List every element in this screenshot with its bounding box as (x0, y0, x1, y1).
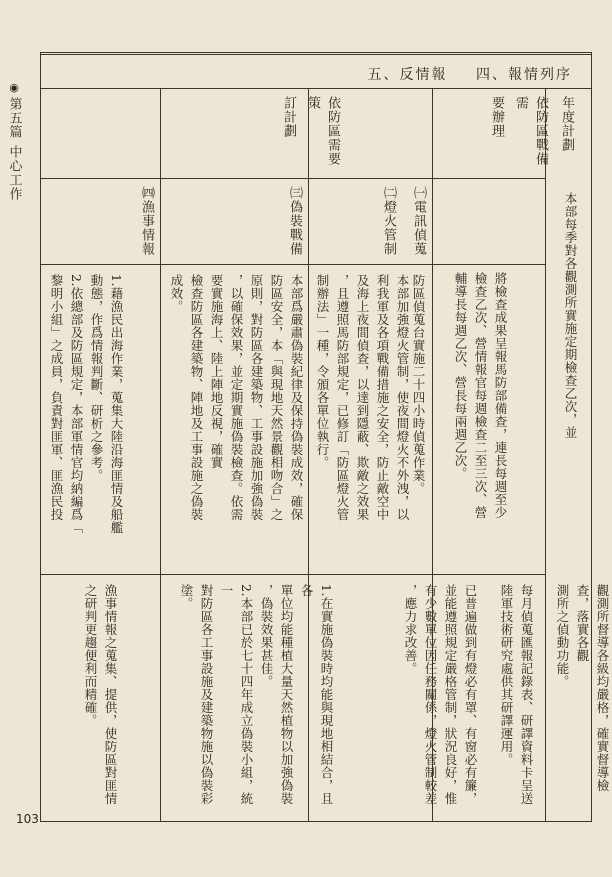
item3-label: ㈢偽裝戰備 (287, 186, 302, 256)
item3-note-line: 1.在實施偽裝時均能與現地相結合，且各 (299, 584, 334, 805)
item4-body-line: 動態，作爲情報判斷、研析之參考。 (89, 274, 104, 482)
item3-body-line: 防區安全，本「與現地天然景觀相吻合」之 (269, 274, 284, 521)
item3-note-line: ，偽裝效果甚佳。 (259, 584, 274, 688)
item3-note-line: 塗。 (179, 584, 194, 610)
chapter-bullet-icon: ◉ (9, 81, 19, 94)
year-body (560, 192, 580, 562)
page-number: 103 (16, 812, 39, 826)
item4-body-line: 2.依總部及防區規定，本部軍情官均納編爲「 (69, 274, 84, 534)
table-top-border (40, 52, 592, 53)
need-header-a: 依防區戰備需 (513, 96, 548, 166)
item4-note (80, 584, 120, 814)
item2-body-line: 利我軍及各項戰備措施之安全，防止敵空中 (375, 274, 390, 521)
year-body-cont (450, 272, 510, 572)
note-row-border (40, 574, 545, 575)
year-note-line: 觀測所督導各級均嚴格，確實督導檢查，落實各觀 (575, 584, 610, 792)
plan-header-b: 訂計劃 (281, 96, 296, 138)
table-bottom-border (40, 821, 592, 822)
item1-note (496, 584, 536, 814)
item2-body-line: 及海上夜間偵查，以達到隱蔽、欺敵之效果 (355, 274, 370, 521)
chapter-title: 中心工作 (6, 145, 22, 201)
item3-note-line: 對防區各工事設施及建築物施以偽裝彩 (199, 584, 214, 805)
item2-body-line: 制辦法」一種，令頒各單位執行。 (315, 274, 330, 469)
year-body-line: 輔導長每週乙次、營長每兩週乙次。 (453, 272, 468, 480)
need-header-b: 要辦理 (489, 96, 504, 138)
item2-body-line: ，且遵照馬防部規定，已修訂「防區燈火管 (335, 274, 350, 521)
item3-body-line: 原則，對防區各建築物、工事設施加強偽裝 (249, 274, 264, 521)
item2-note-line: 有少數單位因任務關係，燈火管制較差 (423, 584, 438, 805)
item3-body-line: ，以確保效果，並定期實施偽裝檢查。依需 (229, 274, 244, 521)
item4-label: ㈣漁事情報 (139, 186, 154, 256)
item2-body-line: 本部加強燈火管制，使夜間燈火不外洩，以 (395, 274, 410, 521)
report-table (40, 52, 610, 822)
item1-body: 防區偵蒐台實施二十四小時偵蒐作業。 (411, 274, 426, 495)
year-body-line: 將檢查成果呈報馬防部備查，連長每週至少 (493, 272, 508, 519)
year-plan-header: 年度計劃 (559, 96, 574, 152)
header-row-border (40, 88, 592, 89)
item2-note-line: ，應力求改善。 (403, 584, 418, 675)
item4-body-line: 黎明小組」之成員，負責對匪軍、匪漁民投 (49, 274, 64, 521)
year-note-line: 測所之偵動功能。 (555, 584, 570, 688)
table-top-border-inner (40, 54, 592, 55)
header-four: 四、報情列序 (476, 67, 572, 83)
table-left-border (40, 52, 41, 822)
year-body-line: 本部每季對各觀測所實施定期檢查乙次，並 (563, 192, 578, 439)
item3-body-line: 成效。 (169, 274, 184, 313)
item3-note-line: 單位均能種植大量天然植物以加強偽裝 (279, 584, 294, 805)
plan-header-a: 依防區需要策 (305, 96, 340, 166)
item1-note-line: 陸軍技術研究處供其研譯運用。 (499, 584, 514, 766)
column-divider-fish (160, 88, 161, 822)
item3-note-line: 2.本部已於七十四年成立偽裝小組，統一 (219, 584, 254, 805)
item2-note-line: 已普遍做到有燈必有罩、有窗必有簾， (463, 584, 478, 805)
item3-body-line: 要實施海上、陸上陣地反視，確實 (209, 274, 224, 469)
year-note (552, 584, 612, 814)
item-label-border (40, 264, 545, 265)
item4-note-line: 漁事情報之蒐集、提供，使防區對匪情 (103, 584, 118, 805)
header-row (368, 64, 572, 84)
item4-body (46, 274, 126, 564)
item1-label: ㈠電訊偵蒐 (411, 186, 426, 256)
item3-note (176, 584, 336, 814)
item3-body-line: 本部爲嚴肅偽裝紀律及保持偽裝成效，確保 (289, 274, 304, 521)
chapter-number: 第五篇 (6, 97, 22, 139)
item4-body-line: 1.藉漁民出海作業，蒐集大陸沿海匪情及船艦 (109, 274, 124, 534)
chapter-side-label (4, 80, 24, 201)
label-row-border (40, 178, 545, 179)
column-divider-year (545, 88, 546, 822)
item2-label: ㈡燈火管制 (381, 186, 396, 256)
item3-body (166, 274, 306, 564)
item1-note-line: 每月偵蒐匯報記錄表、研譯資料卡呈送 (519, 584, 534, 805)
item2-body (312, 274, 412, 564)
year-body-line: 檢查乙次、營情報官每週檢查二至三次、營 (473, 272, 488, 519)
item2-note-line: 並能遵照規定嚴格管制，狀況良好，惟 (443, 584, 458, 805)
item2-note (400, 584, 480, 814)
item4-note-line: 之研判更趨便利而精確。 (83, 584, 98, 727)
header-five: 五、反情報 (367, 67, 448, 83)
item3-body-line: 檢查防區各建築物、陣地及工事設施之偽裝 (189, 274, 204, 521)
